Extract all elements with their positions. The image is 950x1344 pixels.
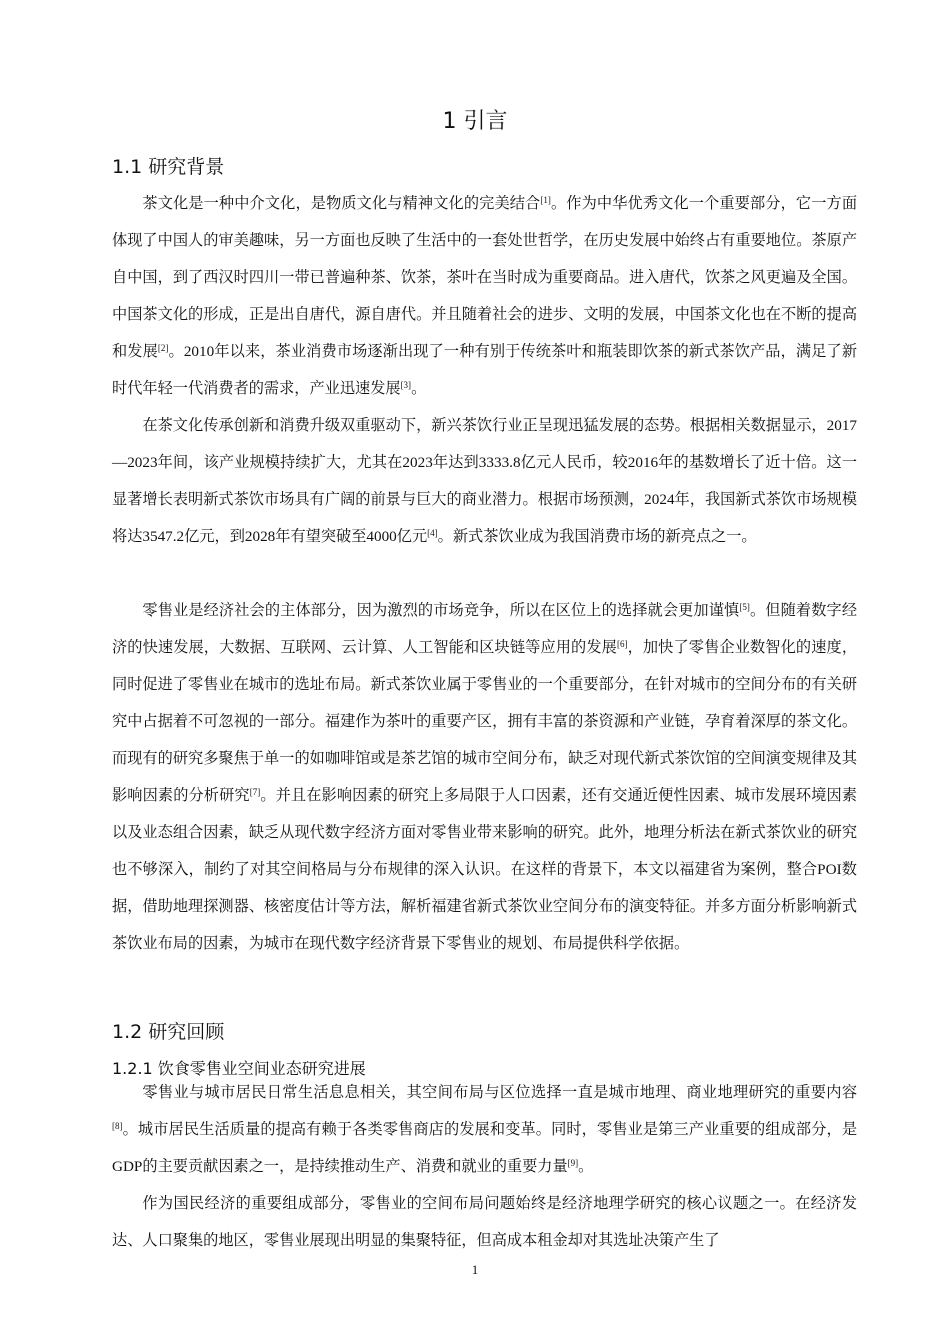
citation-ref-3: [3]	[400, 380, 412, 391]
paragraph-1-text-c: 。2010年以来，茶业消费市场逐渐出现了一种有别于传统茶叶和瓶装即饮茶的新式茶饮产品，满足了新时代年轻一代消费者的需求，产业迅速发展	[112, 343, 858, 397]
chapter-title: 1 引言	[442, 109, 508, 134]
citation-ref-8: [8]	[112, 1121, 123, 1132]
citation-ref-6: [6]	[616, 639, 628, 650]
citation-ref-2: [2]	[157, 343, 169, 354]
citation-ref-5: [5]	[739, 602, 750, 613]
paragraph-1-text-b: 。作为中华优秀文化一个重要部分，它一方面体现了中国人的审美趣味，另一方面也反映了生活中的一套处世哲学，在历史发展中始终占有重要地位。茶原产自中国，到了西汉时四川一带已普遍种茶、饮茶，茶叶在当时成为重要商品。进入唐代，饮茶之风更遍及全国。中国茶文化的形成，正是出自唐代，源自唐代。并且随着社会的进步、文明的发展，中国茶文化也在不断的提高和发展	[112, 195, 858, 360]
paragraph-3-text-c: ，加快了零售企业数智化的速度，同时促进了零售业在城市的选址布局。新式茶饮业属于零售业的一个重要部分，在针对城市的空间分布的有关研究中占据着不可忽视的一部分。福建作为茶叶的重要产区，拥有丰富的茶资源和产业链，孕育着深厚的茶文化。而现有的研究多聚焦于单一的如咖啡馆或是茶艺馆的城市空间分布，缺乏对现代新式茶饮馆的空间演变规律及其影响因素的分析研究	[112, 639, 858, 804]
paragraph-4	[112, 1074, 857, 1185]
paragraph-3-text-a: 零售业是经济社会的主体部分，因为激烈的市场竞争，所以在区位上的选择就会更加谨慎	[142, 602, 740, 619]
subsection-heading-1-2-1: 1.2.1 饮食零售业空间业态研究进展	[112, 1059, 366, 1078]
paragraph-4-text-a: 零售业与城市居民日常生活息息相关，其空间布局与区位选择一直是城市地理、商业地理研究的重要内容	[142, 1084, 857, 1101]
section-heading-1-2: 1.2 研究回顾	[112, 1021, 225, 1043]
page-number: 1	[471, 1262, 479, 1277]
paragraph-3-text-d: 。并且在影响因素的研究上多局限于人口因素，还有交通近便性因素、城市发展环境因素以及业态组合因素，缺乏从现代数字经济方面对零售业带来影响的研究。此外，地理分析法在新式茶饮业的研究也不够深入，制约了对其空间格局与分布规律的深入认识。在这样的背景下，本文以福建省为案例，整合POI数据，借助地理探测器、核密度估计等方法，解析福建省新式茶饮业空间分布的演变特征。并多方面分析影响新式茶饮业布局的因素，为城市在现代数字经济背景下零售业的规划、布局提供科学依据。	[112, 787, 858, 952]
citation-ref-9: [9]	[567, 1158, 579, 1169]
citation-ref-1: [1]	[540, 195, 551, 206]
paragraph-4-text-b: 。城市居民生活质量的提高有赖于各类零售商店的发展和变革。同时，零售业是第三产业重要的组成部分，是GDP的主要贡献因素之一，是持续推动生产、消费和就业的重要力量	[112, 1121, 857, 1175]
paragraph-3	[112, 592, 857, 962]
paragraph-2-text-a: 在茶文化传承创新和消费升级双重驱动下，新兴茶饮行业正呈现迅猛发展的态势。根据相关数据显示，2017—2023年间，该产业规模持续扩大，尤其在2023年达到3333.8亿元人民币，较2016年的基数增长了近十倍。这一显著增长表明新式茶饮市场具有广阔的前景与巨大的商业潜力。根据市场预测，2024年，我国新式茶饮市场规模将达3547.2亿元，到2028年有望突破至4000亿元	[112, 417, 857, 545]
paragraph-5: 作为国民经济的重要组成部分，零售业的空间布局问题始终是经济地理学研究的核心议题之一。在经济发达、人口聚集的地区，零售业展现出明显的集聚特征，但高成本租金却对其选址决策产生了	[112, 1195, 857, 1249]
paragraph-1-text-d: 。	[411, 380, 427, 397]
paragraph-2	[112, 407, 857, 555]
paragraph-1	[112, 185, 857, 407]
paragraph-4-text-c: 。	[578, 1158, 594, 1175]
citation-ref-4: [4]	[427, 528, 438, 539]
citation-ref-7: [7]	[249, 787, 261, 798]
paragraph-1-text-a: 茶文化是一种中介文化，是物质文化与精神文化的完美结合	[142, 195, 541, 212]
paragraph-3-text-b: 。但随着数字经济的快速发展，大数据、互联网、云计算、人工智能和区块链等应用的发展	[112, 602, 858, 656]
paragraph-2-text-b: 。新式茶饮业成为我国消费市场的新亮点之一。	[437, 528, 757, 545]
section-heading-1-1: 1.1 研究背景	[112, 156, 225, 178]
